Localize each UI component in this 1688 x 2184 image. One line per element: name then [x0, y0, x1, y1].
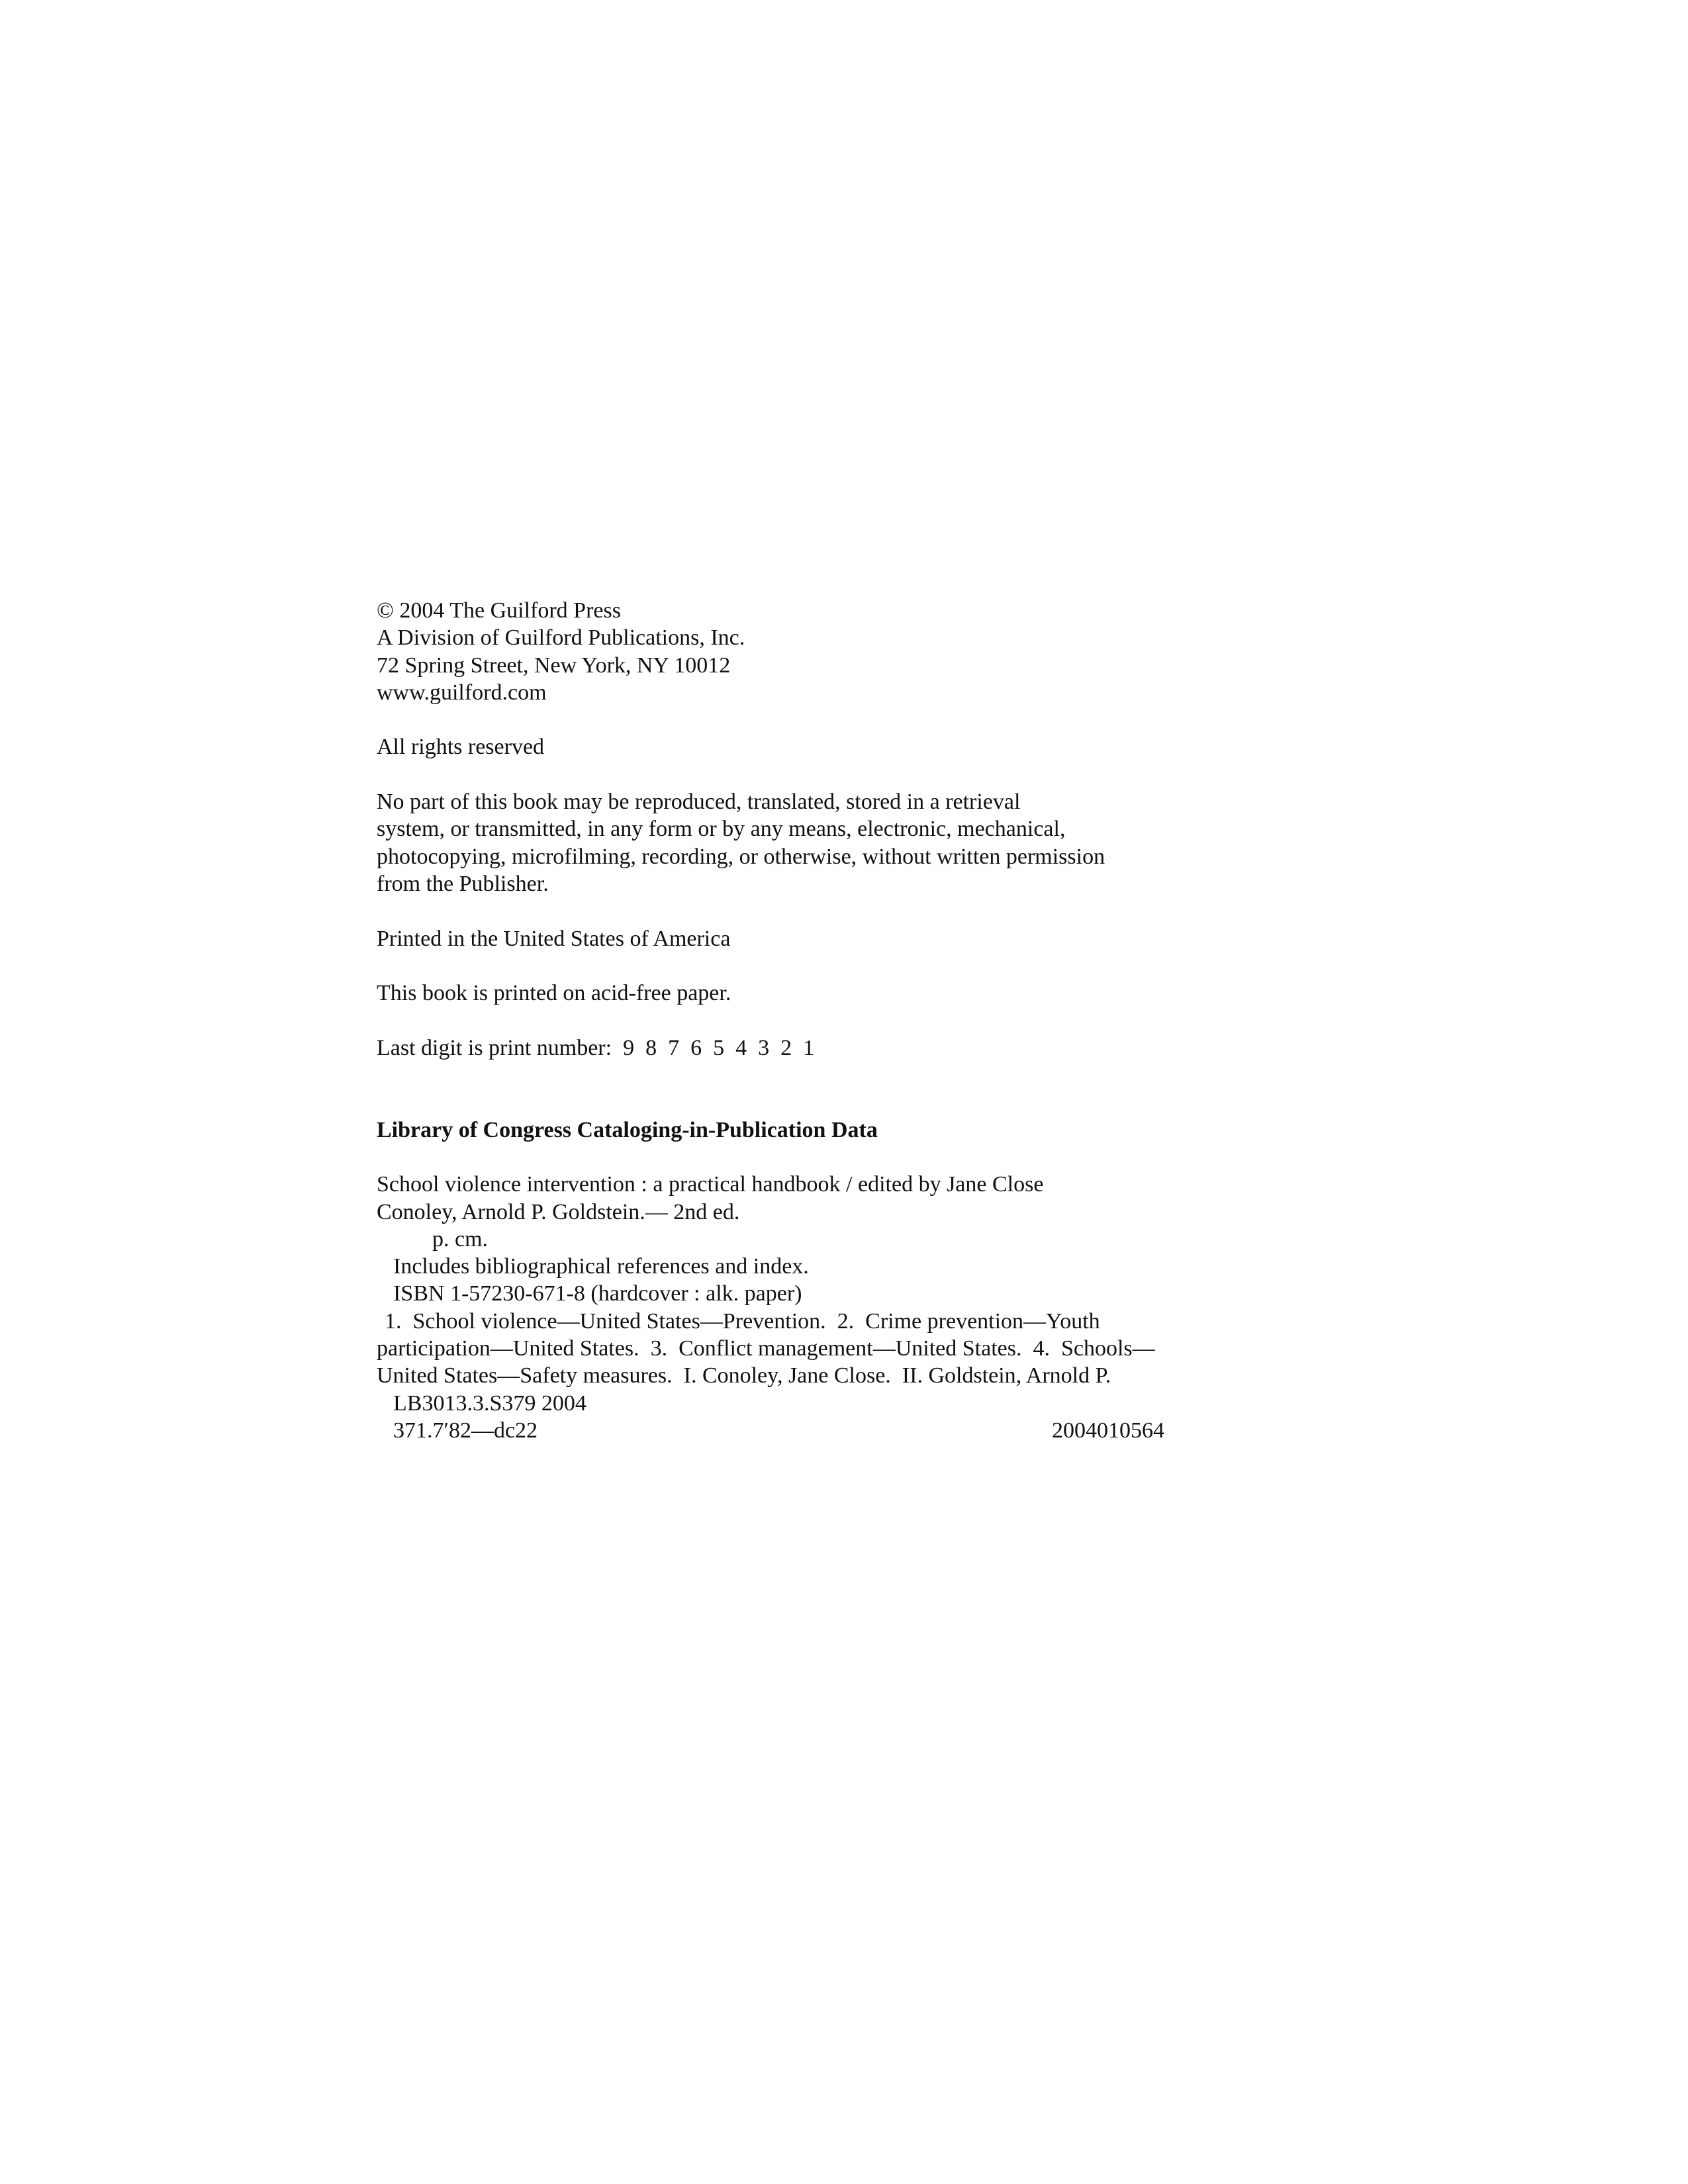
cip-title-line: Conoley, Arnold P. Goldstein.— 2nd ed. [377, 1199, 740, 1224]
cip-subjects-line: 1. School violence—United States—Prevention. 2. Crime prevention—Youth [385, 1308, 1100, 1334]
cip-pages: p. cm. [432, 1226, 489, 1251]
notice-line: photocopying, microfilming, recording, or otherwise, without written permission [377, 844, 1105, 869]
publisher-address: 72 Spring Street, New York, NY 10012 [377, 653, 731, 678]
cip-dewey-row [377, 1417, 1164, 1444]
notice-line: No part of this book may be reproduced, translated, stored in a retrieval [377, 790, 1021, 815]
cip-includes: Includes bibliographical references and index. [393, 1254, 809, 1279]
acid-free-line: This book is printed on acid-free paper. [377, 981, 731, 1006]
cip-lccn: 2004010564 [1052, 1418, 1164, 1443]
spacer [377, 1144, 1204, 1171]
cip-lc-class: LB3013.3.S379 2004 [393, 1390, 586, 1416]
publisher-website: www.guilford.com [377, 680, 547, 705]
notice-line: from the Publisher. [377, 871, 549, 896]
cip-isbn: ISBN 1-57230-671-8 (hardcover : alk. paper) [393, 1281, 802, 1306]
print-number-line: Last digit is print number: 9 8 7 6 5 4 3 2 1 [377, 1035, 815, 1060]
rights-statement: All rights reserved [377, 735, 545, 760]
spacer [377, 761, 1204, 788]
cip-title-line: School violence intervention : a practical handbook / edited by Jane Close [377, 1172, 1044, 1197]
publisher-division: A Division of Guilford Publications, Inc. [377, 625, 745, 651]
notice-line: system, or transmitted, in any form or by any means, electronic, mechanical, [377, 817, 1066, 842]
spacer [377, 1062, 1204, 1116]
spacer [377, 897, 1204, 925]
printed-in-line: Printed in the United States of America [377, 926, 731, 951]
spacer [377, 1007, 1204, 1034]
copyright-line: © 2004 The Guilford Press [377, 598, 621, 623]
spacer [377, 952, 1204, 979]
cip-subjects-line: participation—United States. 3. Conflict management—United States. 4. Schools— [377, 1336, 1155, 1361]
cip-subjects-line: United States—Safety measures. I. Conoley, Jane Close. II. Goldstein, Arnold P. [377, 1363, 1111, 1388]
cip-heading: Library of Congress Cataloging-in-Publication Data [377, 1117, 878, 1142]
spacer [377, 706, 1204, 733]
copyright-block [377, 597, 1204, 1444]
cip-dewey: 371.7′82—dc22 [393, 1418, 538, 1443]
